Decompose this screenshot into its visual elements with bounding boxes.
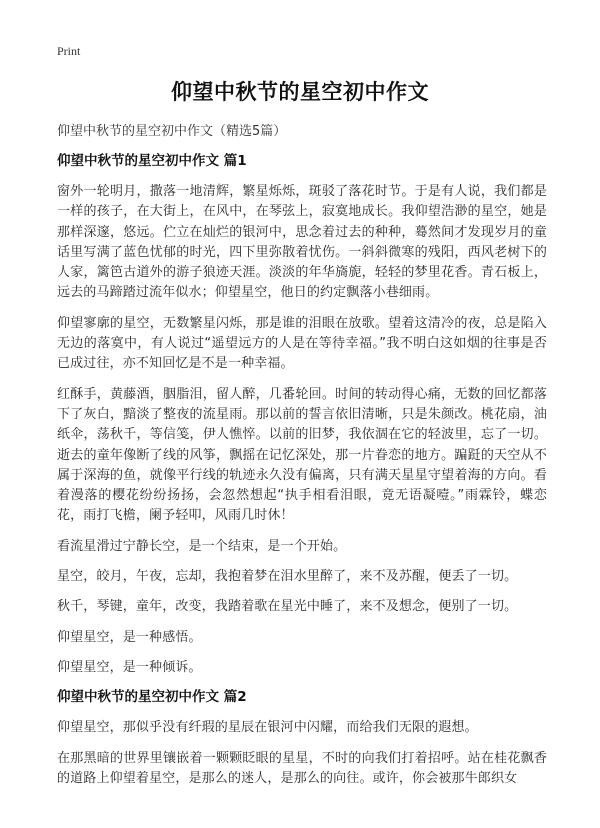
paragraph: 在那黑暗的世界里镶嵌着一颗颗眨眼的星星，不时的向我们打着招呼。站在桂花飘香的道路上仰望着星空，是那么的迷人，是那么的向往。或许，你会被那牛郎织女 (57, 750, 547, 786)
document-subtitle: 仰望中秋节的星空初中作文（精选5篇） (57, 124, 287, 139)
paragraph: 看流星滑过宁静长空，是一个结束，是一个开始。 (57, 538, 347, 554)
paragraph: 仰望星空，那似乎没有纤瑕的星辰在银河中闪耀，而给我们无限的遐想。 (57, 720, 478, 736)
paragraph: 红酥手，黄藤酒，胭脂泪，留人醉，几番轮回。时间的转动得心痛，无数的回忆都落下了灰白，黯淡了整夜的流星雨。那以前的誓言依旧清晰，只是朱颜改。桃花扇，油纸伞，荡秋千，等信笺，伊人憔悴。以前的旧梦，我依涸在它的轻波里，忘了一切。逝去的童年像断了线的风筝，飘摇在记忆深处，那一片眷恋的地方。蹁跹的天空从不属于深海的鱼，就像平行线的轨迹永久没有偏离，只有满天星星守望着海的方向。看着漫落的樱花纷纷扬扬，会忽然想起“执手相看泪眼，竟无语凝噎。”雨霖铃，蝶恋花，雨打飞檐，阑予轻叩，风雨几时休！ (57, 386, 547, 524)
paragraph: 秋千，琴键，童年，改变，我踏着歌在星光中睡了，来不及想念，便别了一切。 (57, 599, 518, 615)
page-title: 仰望中秋节的星空初中作文 (171, 80, 429, 104)
article-body (57, 152, 547, 799)
print-link[interactable]: Print (57, 44, 81, 58)
paragraph: 仰望星空，是一种感悟。 (57, 629, 202, 645)
section-heading-1: 仰望中秋节的星空初中作文 篇1 (57, 153, 247, 169)
paragraph: 仰望寥廓的星空，无数繁星闪烁，那是谁的泪眼在放歌。望着这清冷的夜，总是陷入无边的落寞中，有人说过“遥望远方的人是在等待幸福。”我不明白这如烟的往事是否已成过往，亦不知回忆是不是一种幸福。 (57, 315, 547, 372)
paragraph: 窗外一轮明月，撒落一地清辉，繁星烁烁，斑驳了落花时节。于是有人说，我们都是一样的孩子，在大街上，在风中，在琴弦上，寂寞地成长。我仰望浩渺的星空，她是那样深邃，悠远。伫立在灿烂的银河中，思念着过去的种种，蓦然间才发现岁月的童话里写满了蓝色忧郁的时光，四下里弥散着忧伤。一斜斜微寒的残阳，西风老树下的人家，篱笆古道外的游子狼迹天涯。淡淡的年华旖旎，轻轻的梦里花香。青石板上，远去的马蹄踏过流年似水；仰望星空，他日的约定飘落小巷细雨。 (57, 184, 547, 301)
section-heading-2: 仰望中秋节的星空初中作文 篇2 (57, 689, 247, 706)
paragraph: 仰望星空，是一种倾诉。 (57, 659, 202, 675)
paragraph: 星空，皎月，午夜，忘却，我抱着梦在泪水里醉了，来不及苏醒，便丢了一切。 (57, 569, 518, 585)
